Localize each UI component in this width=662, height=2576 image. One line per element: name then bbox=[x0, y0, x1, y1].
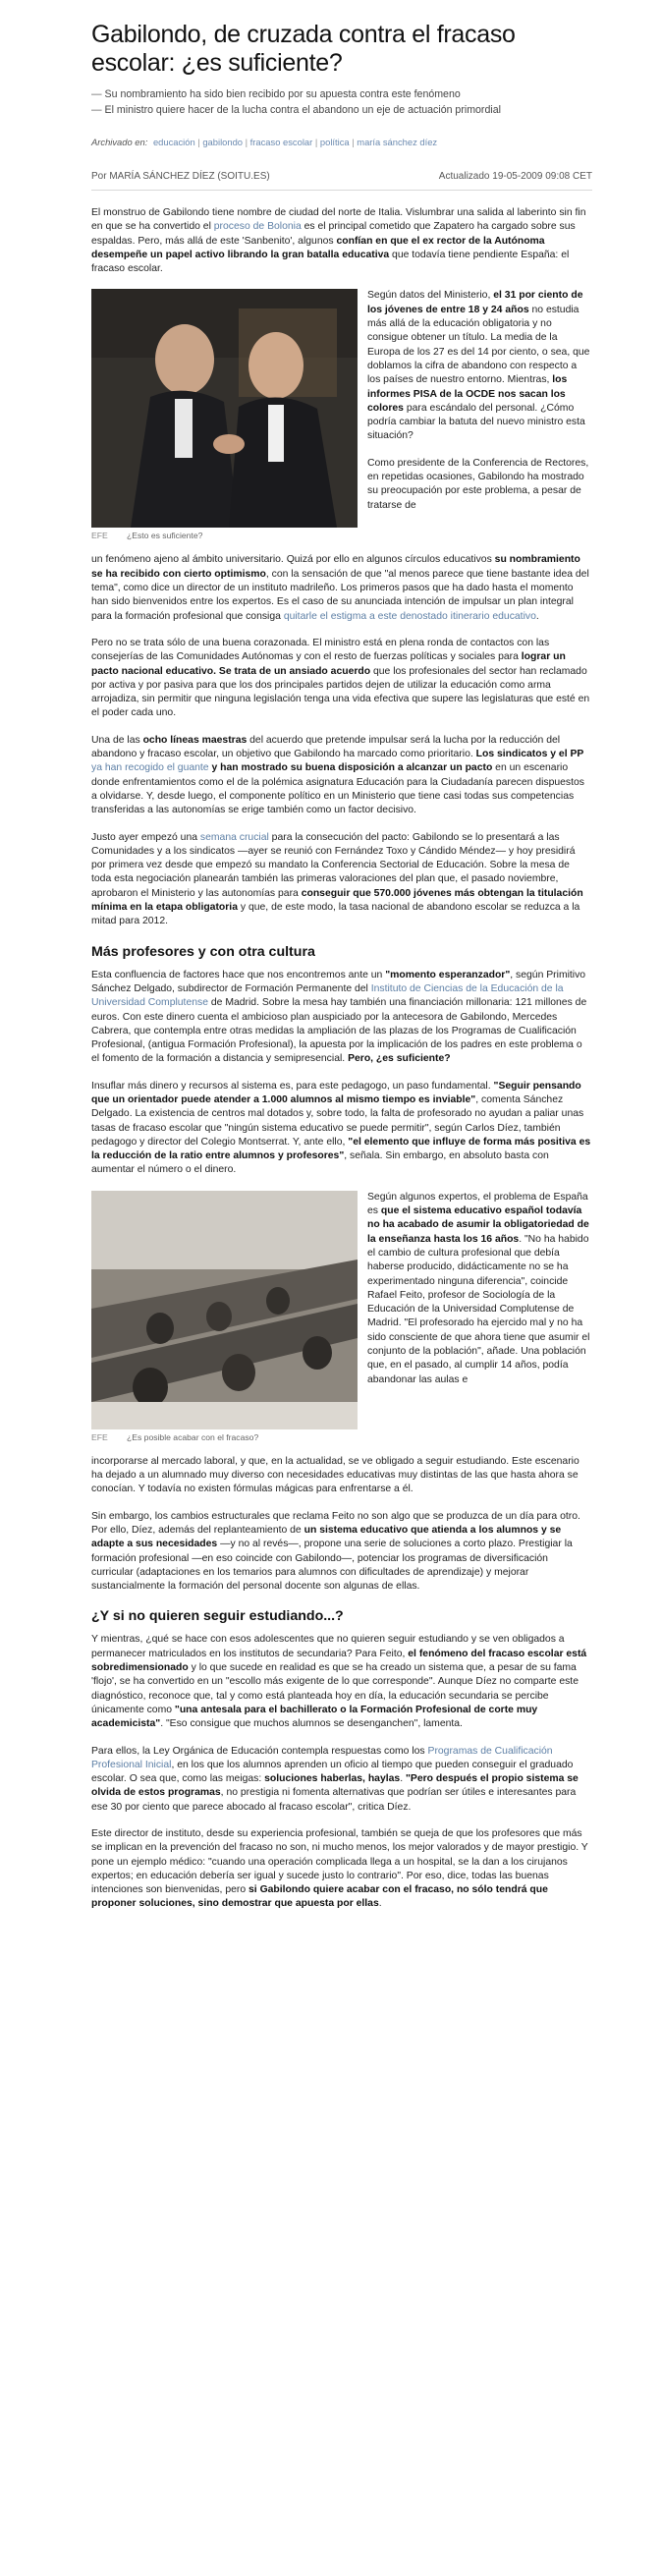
tag-separator: | bbox=[352, 137, 355, 147]
photo-agency: EFE bbox=[91, 1431, 108, 1442]
section-heading: ¿Y si no quieren seguir estudiando...? bbox=[91, 1608, 344, 1625]
section-heading: Más profesores y con otra cultura bbox=[91, 943, 315, 960]
tag-link[interactable]: gabilondo bbox=[202, 137, 244, 147]
paragraph: Sin embargo, los cambios estructurales que reclama Feito no son algo que se produzca de un día para otro. Por ello, Díez, además del replanteamiento de un sistema educativo que atienda a los alumnos y se adapte a sus necesidades —y no al revés—, propone una serie de soluciones a corto plazo. Prestigiar la formación profesional —en eso coincide con Gabilondo—, potenciar los programas de diversificación curricular (adaptaciones en los temarios para alumnos con dificultades de aprendizaje) y mejorar sustancialmente la formación del personal docente son algunas de ellas. bbox=[91, 1510, 580, 1593]
tag-link[interactable]: maría sánchez díez bbox=[357, 137, 438, 147]
paragraph: incorporarse al mercado laboral, y que, en la actualidad, se ve obligado a seguir estudiando. Este escenario ha dejado a un alumnado muy diverso con necesidades educativas muy distintas de las que hasta ahora se conocían. Y todavía no existen fórmulas mágicas para enfrentarse a él. bbox=[91, 1455, 579, 1495]
byline bbox=[91, 171, 592, 191]
paragraph: Y mientras, ¿qué se hace con esos adolescentes que no quieren seguir estudiando y se ven obligados a permanecer matriculados en los institutos de secundaria? Para Feito, el fenómeno del fracaso escolar está sobredimensionado y lo que sucede en realidad es que se ha creado un sistema que, a pesar de su fama 'flojo', se ha convertido en un "escollo más exigente de lo que corresponde". Aunque Díez no comparte este diagnóstico, reconoce que, tal y como está planteada hoy en día, la educación secundaria se percibe únicamente como "una antesala para el bachillerato o la Formación Profesional de corte muy academicista". "Eso consigue que muchos alumnos se desenganchen", lamenta. bbox=[91, 1634, 587, 1730]
tags-label: Archivado en: bbox=[91, 137, 148, 147]
tag-separator: | bbox=[245, 137, 248, 147]
inline-link[interactable]: ya han recogido el guante bbox=[91, 762, 209, 774]
figure bbox=[91, 289, 358, 540]
figure-row bbox=[91, 289, 592, 540]
updated-timestamp: Actualizado 19-05-2009 09:08 CET bbox=[438, 171, 592, 182]
page-title: Gabilondo, de cruzada contra el fracaso escolar: ¿es suficiente? bbox=[91, 21, 516, 77]
figure-row bbox=[91, 1191, 592, 1442]
side-text bbox=[367, 289, 592, 540]
inline-link[interactable]: semana crucial bbox=[199, 831, 269, 843]
paragraph: El monstruo de Gabilondo tiene nombre de ciudad del norte de Italia. Vislumbrar una salida al laberinto sin fin en que se ha convertido el proceso de Bolonia es el principal cometido que Zapatero ha cargado sobre sus espaldas. Pero, más allá de este 'Sanbenito', algunos confían en que el ex rector de la Autónoma desempeñe un papel activo librando la gran batalla educativa que todavía tiene pendiente España: el fracaso escolar. bbox=[91, 207, 586, 275]
subtitle-item: — Su nombramiento ha sido bien recibido por su apuesta contra este fenómeno bbox=[91, 87, 592, 103]
tag-link[interactable]: fracaso escolar bbox=[249, 137, 313, 147]
paragraph: Para ellos, la Ley Orgánica de Educación contempla respuestas como los Programas de Cualificación Profesional Inicial, en los que los alumnos aprenden un oficio al tiempo que pueden conseguir el graduado escolar. O sea que, como las meigas: soluciones haberlas, haylas. "Pero después el propio sistema se olvida de estos programas, no prestigia ni fomenta alternativas que podrían ser útiles e interesantes para ese 30 por ciento que parece abocado al fracaso escolar", critica Díez. bbox=[91, 1745, 579, 1813]
paragraph: Pero no se trata sólo de una buena corazonada. El ministro está en plena ronda de contactos con las consejerías de las Comunidades Autónomas y con el resto de fuerzas políticas y sociales para lograr un pacto nacional educativo. Se trata de un ansiado acuerdo que los profesionales del sector han reclamado por activa y por pasiva para que los dos principales partidos dejen de utilizar la educación como arma arrojadiza, sin permitir que ninguna legislación tenga una vida efectiva que supere las legislaturas que esté en el poder cada uno. bbox=[91, 637, 590, 719]
paragraph: Justo ayer empezó una semana crucial para la consecución del pacto: Gabilondo se lo presentará a las Comunidades y a los sindicatos —ayer se reunió con Fernández Toxo y Cándido Méndez— y hoy presidirá por primera vez desde que empezó su mandato la Conferencia Sectorial de Educación. Sobre la mesa de toda esta negociación planearán también las primeras valoraciones del plan que, el pasado noviembre, aprobaron el Ministerio y las autonomías para conseguir que 570.000 jóvenes más obtengan la titulación mínima en la etapa obligatoria y que, de este modo, la tasa nacional de abandono escolar se reduzca a la mitad para 2012. bbox=[91, 831, 583, 927]
photo-handshake bbox=[91, 289, 358, 528]
tag-link[interactable]: educación bbox=[152, 137, 195, 147]
archive-tags bbox=[91, 137, 592, 147]
photo-classroom bbox=[91, 1191, 358, 1429]
subtitle-item: — El ministro quiere hacer de la lucha contra el abandono un eje de actuación primordial bbox=[91, 103, 592, 119]
paragraph: Según datos del Ministerio, el 31 por ciento de los jóvenes de entre 18 y 24 años no estudia más allá de la educación obligatoria y no consigue obtener un título. La media de la Europa de los 27 es del 14 por ciento, o sea, que doblamos la cifra de abandono con respecto a los países de nuestro entorno. Mientras, los informes PISA de la OCDE nos sacan los colores para escándalo del personal. ¿Cómo podría cambiar la batuta del nuevo ministro esta situación? bbox=[367, 290, 590, 442]
paragraph: Según algunos expertos, el problema de España es que el sistema educativo español todavía no ha acabado de asumir la obligatoriedad de la enseñanza hasta los 16 años. "No ha habido el cambio de cultura profesional que debía haberse producido, didácticamente no se ha experimentado ninguna diferencia", coincide Rafael Feito, profesor de Sociología de la Educación de la Universidad Complutense de Madrid. "El profesorado ha ejercido mal y no ha sido consciente de que ahora tiene que asumir el conjunto de la población", añade. Una población que, en el pasado, al cumplir 14 años, podía abandonar las aulas e bbox=[367, 1191, 590, 1385]
inline-link[interactable]: Instituto de Ciencias de la Educación de la Universidad Complutense bbox=[91, 982, 564, 1009]
paragraph: Insuflar más dinero y recursos al sistema es, para este pedagogo, un paso fundamental. "Seguir pensando que un orientador puede atender a 1.000 alumnos al mismo tiempo es inviable", comenta Sánchez Delgado. La existencia de centros mal dotados y, sobre todo, la falta de profesorado no ayudan a paliar unas tasas de fracaso escolar que "ningún sistema educativo se puede permitir", según Carlos Díez, también pedagogo y director del Colegio Montserrat. Y, ante ello, "el elemento que influye de forma más positiva es la reducción de la ratio entre alumnos y profesores", señala. Sin embargo, en absoluto basta con aumentar el número o el dinero. bbox=[91, 1080, 591, 1176]
figure-caption bbox=[91, 1432, 358, 1442]
figure-caption bbox=[91, 531, 358, 540]
figure bbox=[91, 1191, 358, 1442]
tag-link[interactable]: política bbox=[319, 137, 350, 147]
side-text bbox=[367, 1191, 592, 1442]
tag-separator: | bbox=[197, 137, 200, 147]
tag-separator: | bbox=[314, 137, 318, 147]
caption-text: ¿Esto es suficiente? bbox=[127, 531, 203, 541]
paragraph: Esta confluencia de factores hace que nos encontremos ante un "momento esperanzador", según Primitivo Sánchez Delgado, subdirector de Formación Permanente del Instituto de Ciencias de la Educación de la Universidad Complutense de Madrid. Sobre la mesa hay también una financiación millonaria: 121 millones de euros. Con este dinero cuenta el ambicioso plan auspiciado por la antecesora de Gabilondo, Mercedes Cabrera, que contempla entre otras medidas la ampliación de las plazas de los Programas de Cualificación Profesional, (antigua Formación Profesional), la apuesta por la implicación de los padres en este problema o el fomento de la formación a distancia y semipresencial. Pero, ¿es suficiente? bbox=[91, 969, 587, 1065]
photo-agency: EFE bbox=[91, 531, 108, 541]
article bbox=[91, 0, 592, 1925]
inline-link[interactable]: Programas de Cualificación Profesional Inicial bbox=[91, 1745, 553, 1770]
caption-text: ¿Es posible acabar con el fracaso? bbox=[127, 1431, 259, 1442]
paragraph: Una de las ocho líneas maestras del acuerdo que pretende impulsar será la lucha por la reducción del abandono y fracaso escolar, un objetivo que Gabilondo ha marcado como prioritario. Los sindicatos y el PP ya han recogido el guante y han mostrado su buena disposición a alcanzar un pacto en un escenario donde enfrentamientos como el de la polémica asignatura Educación para la Ciudadanía parecen dispuestos a olvidarse. Y, desde luego, el componente político en un Ministerio que tiene casi todas sus competencias transferidas a las autonomías se erige también como un factor decisivo. bbox=[91, 734, 584, 816]
author: Por MARÍA SÁNCHEZ DÍEZ (SOITU.ES) bbox=[91, 171, 270, 182]
inline-link[interactable]: quitarle el estigma a este denostado itinerario educativo bbox=[283, 610, 536, 622]
paragraph: Este director de instituto, desde su experiencia profesional, también se queja de que los profesores que más se implican en la prevención del fracaso no son, ni mucho menos, los mejor valorados y de mayor prestigio. Y pone un ejemplo médico: "cuando una operación complicada llega a un hospital, se la dan a los cirujanos expertos; en educación debería ser igual y sucede justo lo contrario". Por eso, dice, todas las buenas intenciones son bienvenidas, pero si Gabilondo quiere acabar con el fracaso, no sólo tendrá que proponer soluciones, sino demostrar que apuesta por ellas. bbox=[91, 1828, 588, 1910]
paragraph: Como presidente de la Conferencia de Rectores, en repetidas ocasiones, Gabilondo ha mostrado su preocupación por este problema, a pesar de tratarse de bbox=[367, 457, 589, 511]
inline-link[interactable]: proceso de Bolonia bbox=[213, 221, 302, 233]
subtitle-list bbox=[91, 87, 592, 118]
paragraph: un fenómeno ajeno al ámbito universitario. Quizá por ello en algunos círculos educativos su nombramiento se ha recibido con cierto optimismo, con la sensación de que "al menos parece que tiene bastante idea del tema", como dice un director de un instituto madrileño. Los primeros pasos que ha dado hasta el momento han sido bienvenidos entre los expertos. Es el caso de su anunciada intención de impulsar un plan integral para la formación profesional que consiga quitarle el estigma a este denostado itinerario educativo. bbox=[91, 554, 589, 622]
